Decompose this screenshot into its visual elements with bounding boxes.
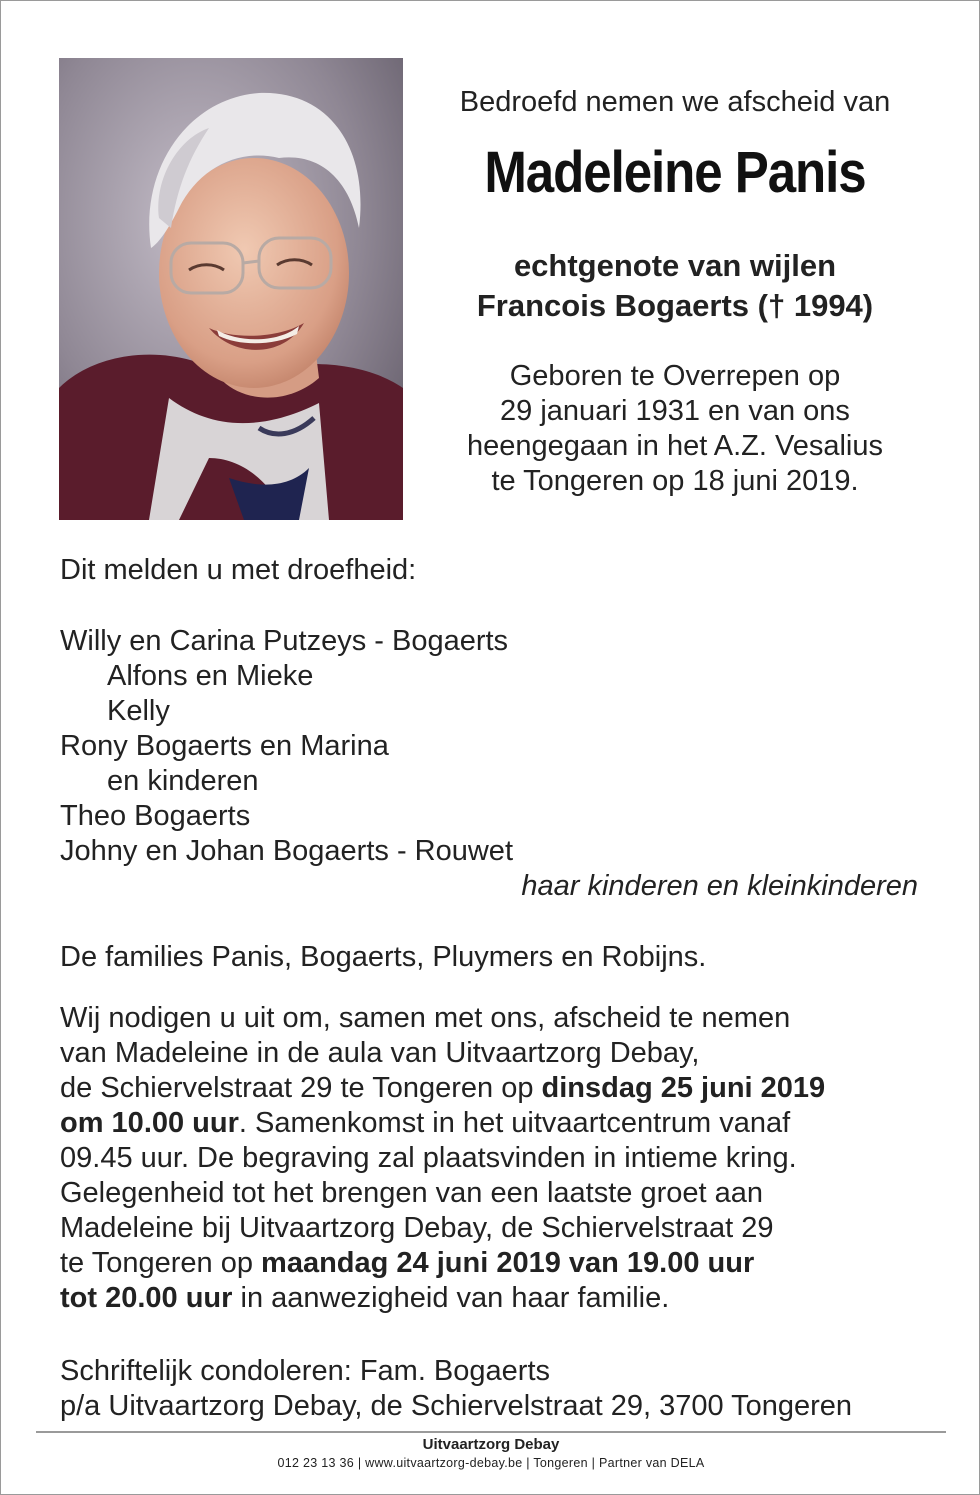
birth-line: heengegaan in het A.Z. Vesalius (467, 430, 883, 462)
condolence-address (60, 1354, 940, 1424)
invite-line: Madeleine bij Uitvaartzorg Debay, de Schiervelstraat 29 (60, 1212, 774, 1244)
family-member: Alfons en Mieke (107, 660, 314, 692)
invite-text: in aanwezigheid van haar familie. (232, 1282, 670, 1314)
deceased-name: Madeleine Panis (484, 140, 866, 205)
family-member: Willy en Carina Putzeys - Bogaerts (60, 625, 509, 657)
family-member: Kelly (107, 695, 170, 727)
invite-text: te Tongeren op (60, 1247, 262, 1279)
funeral-home-name: Uitvaartzorg Debay (422, 1436, 560, 1453)
funeral-home-contact: 012 23 13 36 | www.uitvaartzorg-debay.be | Tongeren | Partner van DELA (277, 1456, 705, 1470)
header-block (421, 86, 929, 499)
invite-line: van Madeleine in de aula van Uitvaartzorg Debay, (60, 1037, 700, 1069)
family-member: Johny en Johan Bogaerts - Rouwet (60, 835, 513, 867)
invite-line: 09.45 uur. De begraving zal plaatsvinden in intieme kring. (60, 1142, 797, 1174)
family-member: Theo Bogaerts (60, 800, 251, 832)
family-list (60, 624, 940, 904)
visitation-date: maandag 24 juni 2019 van 19.00 uur (261, 1247, 755, 1279)
family-member: Rony Bogaerts en Marina (60, 730, 389, 762)
invite-line (60, 1106, 940, 1141)
family-signature: haar kinderen en kleinkinderen (521, 870, 918, 902)
birth-line: Geboren te Overrepen op (509, 360, 841, 392)
families-text: De families Panis, Bogaerts, Pluymers en Robijns. (60, 941, 707, 973)
invite-line (60, 1281, 940, 1316)
funeral-time: om 10.00 uur (60, 1107, 239, 1139)
spouse-line: echtgenote van wijlen (513, 248, 837, 283)
spouse-line: Francois Bogaerts († 1994) (476, 288, 874, 323)
intro-text: Bedroefd nemen we afscheid van (459, 86, 891, 118)
announce-text: Dit melden u met droefheid: (60, 554, 417, 586)
invite-text: de Schiervelstraat 29 te Tongeren op (60, 1072, 542, 1104)
birth-death-info (421, 359, 929, 499)
portrait-illustration (59, 58, 403, 520)
condolence-line: p/a Uitvaartzorg Debay, de Schiervelstraat 29, 3700 Tongeren (60, 1390, 853, 1422)
invite-line (60, 1246, 940, 1281)
footer-divider (36, 1431, 946, 1433)
invite-text: . Samenkomst in het uitvaartcentrum vanaf (238, 1107, 791, 1139)
family-member: en kinderen (107, 765, 259, 797)
invite-line: Gelegenheid tot het brengen van een laatste groet aan (60, 1177, 763, 1209)
funeral-date: dinsdag 25 juni 2019 (541, 1072, 826, 1104)
birth-line: 29 januari 1931 en van ons (500, 395, 850, 427)
condolence-line: Schriftelijk condoleren: Fam. Bogaerts (60, 1355, 550, 1387)
visitation-end: tot 20.00 uur (60, 1282, 233, 1314)
portrait-photo (59, 58, 403, 520)
invite-line (60, 1071, 940, 1106)
invitation-text (60, 1001, 940, 1316)
birth-line: te Tongeren op 18 juni 2019. (491, 465, 859, 497)
spouse-info (421, 246, 929, 326)
invite-line: Wij nodigen u uit om, samen met ons, afscheid te nemen (60, 1002, 791, 1034)
